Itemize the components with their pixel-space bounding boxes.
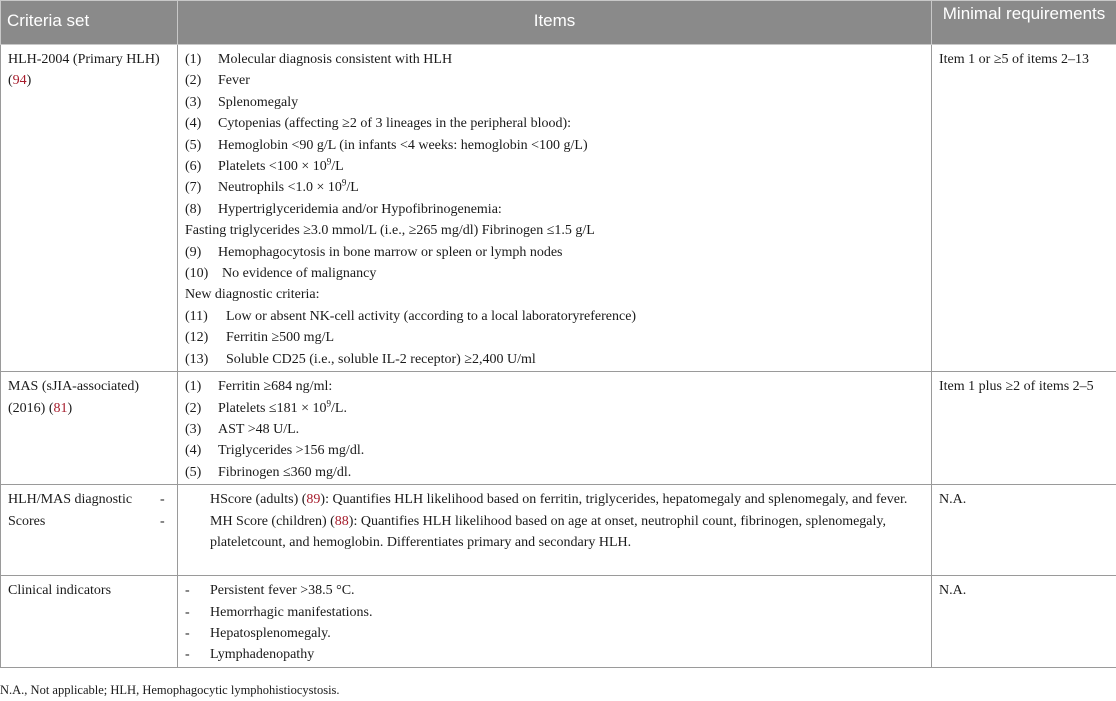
items-cell — [178, 45, 932, 372]
header-criteria-set: Criteria set — [1, 1, 178, 45]
list-item: (4) Cytopenias (affecting ≥2 of 3 lineages in the peripheral blood): — [185, 116, 572, 132]
citation-link[interactable]: 89 — [306, 492, 321, 508]
items-cell — [178, 576, 932, 668]
list-item: (5) Hemoglobin <90 g/L (in infants <4 weeks: hemoglobin <100 g/L) — [185, 137, 588, 153]
table-row-hlh-2004 — [1, 45, 1116, 372]
list-item: (7) Neutrophils $<1.0 \times 10^9/L$ — [185, 177, 359, 196]
citation-link[interactable]: 88 — [334, 513, 349, 529]
list-item: (10) No evidence of malignancy — [185, 266, 377, 282]
criteria-cell: HLH-2004 (Primary HLH) (94) — [1, 45, 178, 372]
list-item: (6) Platelets $<100 \times 10^9/L$ — [185, 156, 344, 175]
list-item: - Lymphadenopathy — [185, 647, 315, 663]
list-item: (11) Low or absent NK-cell activity (according to a local laboratoryreference) — [185, 308, 637, 324]
list-item: (2) Fever — [185, 73, 250, 89]
list-item: (13) Soluble CD25 (i.e., soluble IL-2 receptor) ≥2,400 U/ml — [185, 351, 536, 367]
citation-link[interactable]: 94 — [12, 73, 27, 89]
table-row-scores — [1, 485, 1116, 576]
header-items: Items — [178, 1, 932, 45]
requirement-cell: N.A. — [932, 576, 1116, 668]
list-item: (3) Splenomegaly — [185, 94, 299, 110]
list-item: New diagnostic criteria: — [185, 287, 320, 303]
list-item: (1) Molecular diagnosis consistent with HLH — [185, 52, 453, 67]
criteria-cell: MAS (sJIA-associated) (2016) (81) — [1, 372, 178, 485]
list-item: - Persistent fever >38.5 °C. — [185, 583, 355, 599]
list-item: (8) Hypertriglyceridemia and/or Hypofibrinogenemia: — [185, 201, 502, 217]
table-footnote: N.A., Not applicable; HLH, Hemophagocytic lymphohistiocystosis. — [0, 683, 340, 697]
citation-link[interactable]: 81 — [53, 400, 68, 416]
list-item: (4) Triglycerides >156 mg/dl. — [185, 443, 365, 459]
table-row-mas — [1, 372, 1116, 485]
list-item: - Hemorrhagic manifestations. — [185, 604, 373, 620]
list-item: (9) Hemophagocytosis in bone marrow or spleen or lymph nodes — [185, 244, 563, 260]
table-row-clinical — [1, 576, 1116, 668]
items-cell — [178, 372, 932, 485]
requirement-cell: Item 1 plus ≥2 of items 2–5 — [932, 372, 1116, 485]
requirement-cell: N.A. — [932, 485, 1116, 576]
header-row — [1, 1, 1116, 45]
list-item: (2) Platelets $\le 181 \times 10^9/L$. — [185, 397, 347, 416]
items-cell — [160, 485, 932, 576]
list-item: - HScore (adults) (89): Quantifies HLH likelihood based on ferritin, triglycerides, hepatomegaly and splenomegaly, and fever. — [160, 492, 908, 508]
list-item: (12) Ferritin ≥500 mg/L — [185, 330, 335, 346]
header-minimal-requirements: Minimal requirements — [932, 1, 1116, 45]
criteria-cell: HLH/MAS diagnostic Scores — [1, 485, 178, 576]
list-item: (1) Ferritin ≥684 ng/ml: — [185, 379, 333, 395]
list-item: (3) AST >48 U/L. — [185, 421, 300, 437]
list-item: - MH Score (children) (88): Quantifies HLH likelihood based on age at onset, neutrophil count, fibrinogen, splenomegaly, plateletcount, and hemoglobin. Differentiates primary and secondary HLH. — [160, 513, 886, 550]
list-item: (5) Fibrinogen ≤360 mg/dl. — [185, 464, 352, 480]
list-item: - Hepatosplenomegaly. — [185, 625, 331, 641]
criteria-cell: Clinical indicators — [1, 576, 178, 668]
requirement-cell: Item 1 or ≥5 of items 2–13 — [932, 45, 1116, 372]
list-item: Fasting triglycerides ≥3.0 mmol/L (i.e., ≥265 mg/dl) Fibrinogen ≤1.5 g/L — [185, 223, 595, 239]
